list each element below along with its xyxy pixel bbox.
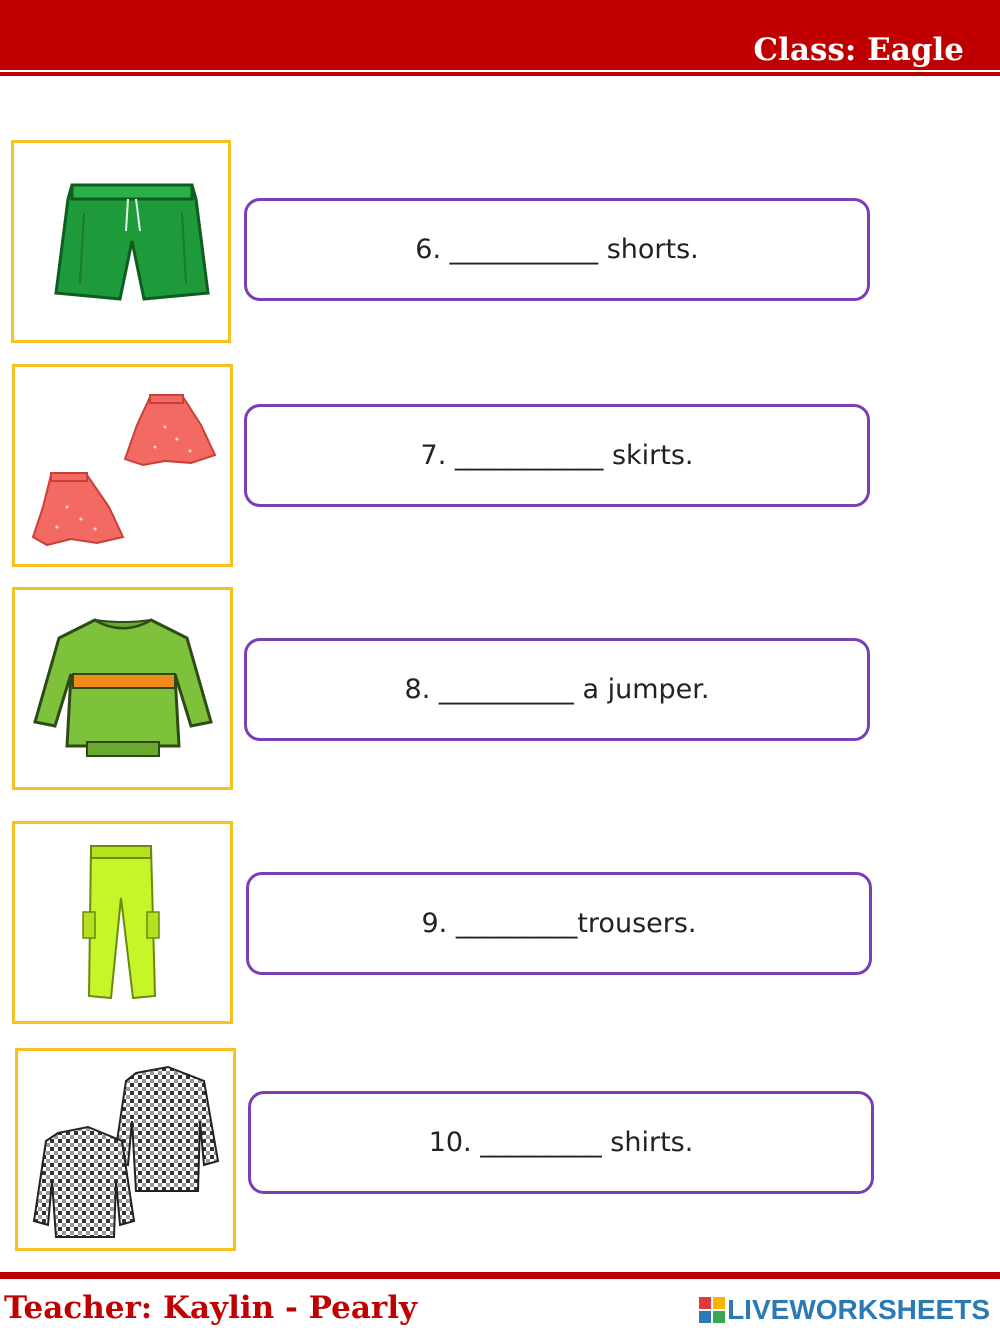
sentence-7[interactable]: 7. ___________ skirts. [244,404,870,507]
shirts-picture [15,1048,236,1251]
sentence-8[interactable]: 8. __________ a jumper. [244,638,870,741]
header-divider [0,72,1000,76]
liveworksheets-badge-icon [699,1297,725,1323]
sentence-10[interactable]: 10. _________ shirts. [248,1091,874,1194]
green-jumper-icon [15,590,230,787]
sentence-6[interactable]: 6. ___________ shorts. [244,198,870,301]
pink-skirts-icon [15,367,230,564]
sentence-9[interactable]: 9. _________trousers. [246,872,872,975]
trousers-picture [12,821,233,1024]
checked-shirts-icon [18,1051,233,1248]
brand-name: LIVEWORKSHEETS [727,1294,990,1325]
shorts-picture [11,140,231,343]
skirts-picture [12,364,233,567]
green-shorts-icon [14,143,228,340]
teacher-label: Teacher: Kaylin - Pearly [4,1290,418,1326]
lime-trousers-icon [15,824,230,1021]
liveworksheets-logo [699,1294,990,1326]
class-label: Class: Eagle [753,32,964,68]
footer-divider [0,1272,1000,1279]
jumper-picture [12,587,233,790]
